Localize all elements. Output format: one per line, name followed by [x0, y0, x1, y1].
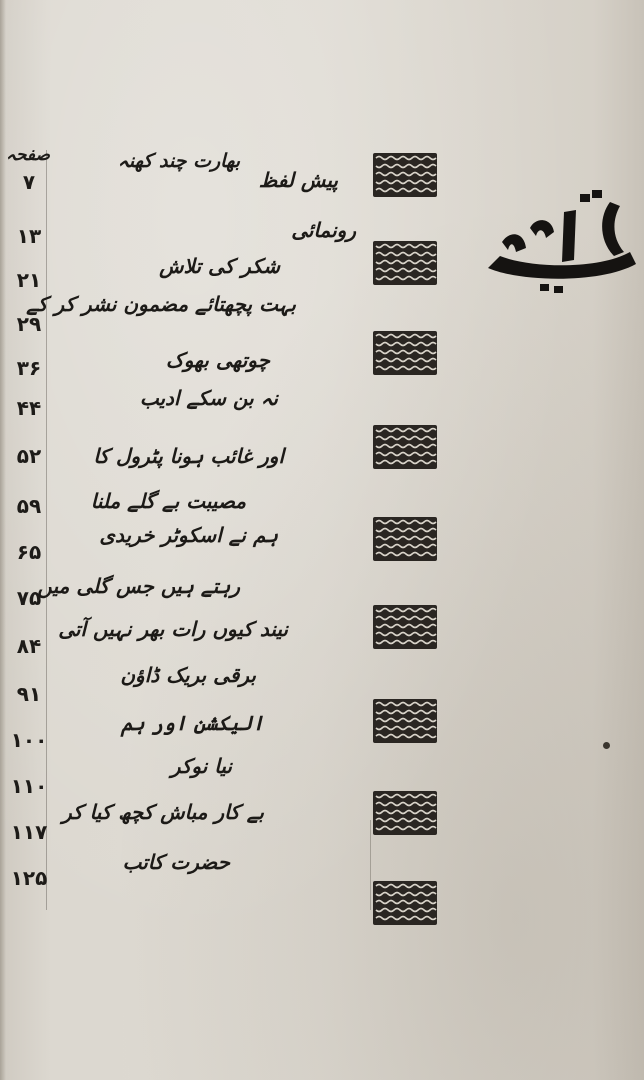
page-column-header: صفحہ — [6, 145, 50, 165]
contents-entry-title: مصیبت بے گلے ملنا — [90, 489, 246, 513]
contents-heading-text — [480, 172, 640, 302]
contents-entry-title: پیش لفظ — [258, 168, 338, 192]
ornament-block — [372, 330, 438, 376]
ornament-block — [372, 516, 438, 562]
author-byline: بھارت چند کھنہ — [117, 150, 240, 172]
contents-entry-page: ۷ — [22, 170, 36, 194]
contents-entry-title: شکر کی تلاش — [159, 254, 280, 278]
contents-entry-title: بے کار مباش کچھ کیا کر — [62, 800, 264, 824]
contents-entry-page: ۵۲ — [16, 444, 42, 468]
ornament-block — [372, 790, 438, 836]
contents-entry-title: چوتھی بھوک — [165, 348, 270, 372]
contents-entry-page: ۹۱ — [16, 682, 42, 706]
contents-entry-title: رونمائی — [291, 218, 356, 242]
ornament-block — [372, 424, 438, 470]
contents-entry-page: ۳۶ — [16, 356, 42, 380]
contents-entry-title: الیکشن اور ہم — [121, 711, 264, 735]
contents-entry-page: ۱۱۰ — [10, 774, 48, 798]
ornament-block — [372, 880, 438, 926]
contents-entry-page: ۶۵ — [16, 540, 42, 564]
contents-entry-page: ۴۴ — [16, 396, 42, 420]
ornament-pattern — [372, 698, 438, 744]
ornament-pattern — [372, 424, 438, 470]
contents-entry-title: ہم نے اسکوٹر خریدی — [99, 523, 278, 547]
ornament-block — [372, 152, 438, 198]
ornament-pattern — [372, 880, 438, 926]
contents-entry-page: ۵۹ — [16, 494, 42, 518]
contents-entry-page: ۱۲۵ — [10, 866, 48, 890]
contents-entry-page: ۱۰۰ — [10, 728, 48, 752]
ink-blot — [603, 742, 610, 749]
ornament-pattern — [372, 604, 438, 650]
ornament-pattern — [372, 152, 438, 198]
contents-entry-page: ۲۹ — [16, 312, 42, 336]
contents-entry-title: اور غائب ہونا پٹرول کا — [93, 444, 284, 468]
contents-entry-title: نیند کیوں رات بھر نہیں آتی — [58, 617, 288, 641]
ornament-pattern — [372, 790, 438, 836]
ornament-pattern — [372, 330, 438, 376]
ornament-block — [372, 240, 438, 286]
fold-line — [370, 820, 371, 910]
contents-entry-title: برقی بریک ڈاؤن — [120, 663, 256, 687]
contents-entry-title: حضرت کاتب — [122, 850, 230, 874]
contents-entry-page: ۸۴ — [16, 634, 42, 658]
contents-entry-page: ۷۵ — [16, 586, 42, 610]
contents-entry-title: نیا نوکر — [170, 754, 232, 778]
contents-entry-title: نہ بن سکے ادیب — [139, 386, 278, 410]
contents-entry-page: ۲۱ — [16, 268, 42, 292]
contents-entry-page: ۱۱۷ — [10, 820, 48, 844]
ornament-pattern — [372, 240, 438, 286]
ornament-block — [372, 698, 438, 744]
ornament-pattern — [372, 516, 438, 562]
contents-entry-page: ۱۳ — [16, 224, 42, 248]
contents-entry-title: بہت پچھتائے مضمون نشر کر کے — [26, 292, 296, 316]
contents-entry-title: رہتے ہیں جس گلی میں — [37, 574, 240, 598]
contents-heading — [480, 172, 640, 302]
ornament-block — [372, 604, 438, 650]
